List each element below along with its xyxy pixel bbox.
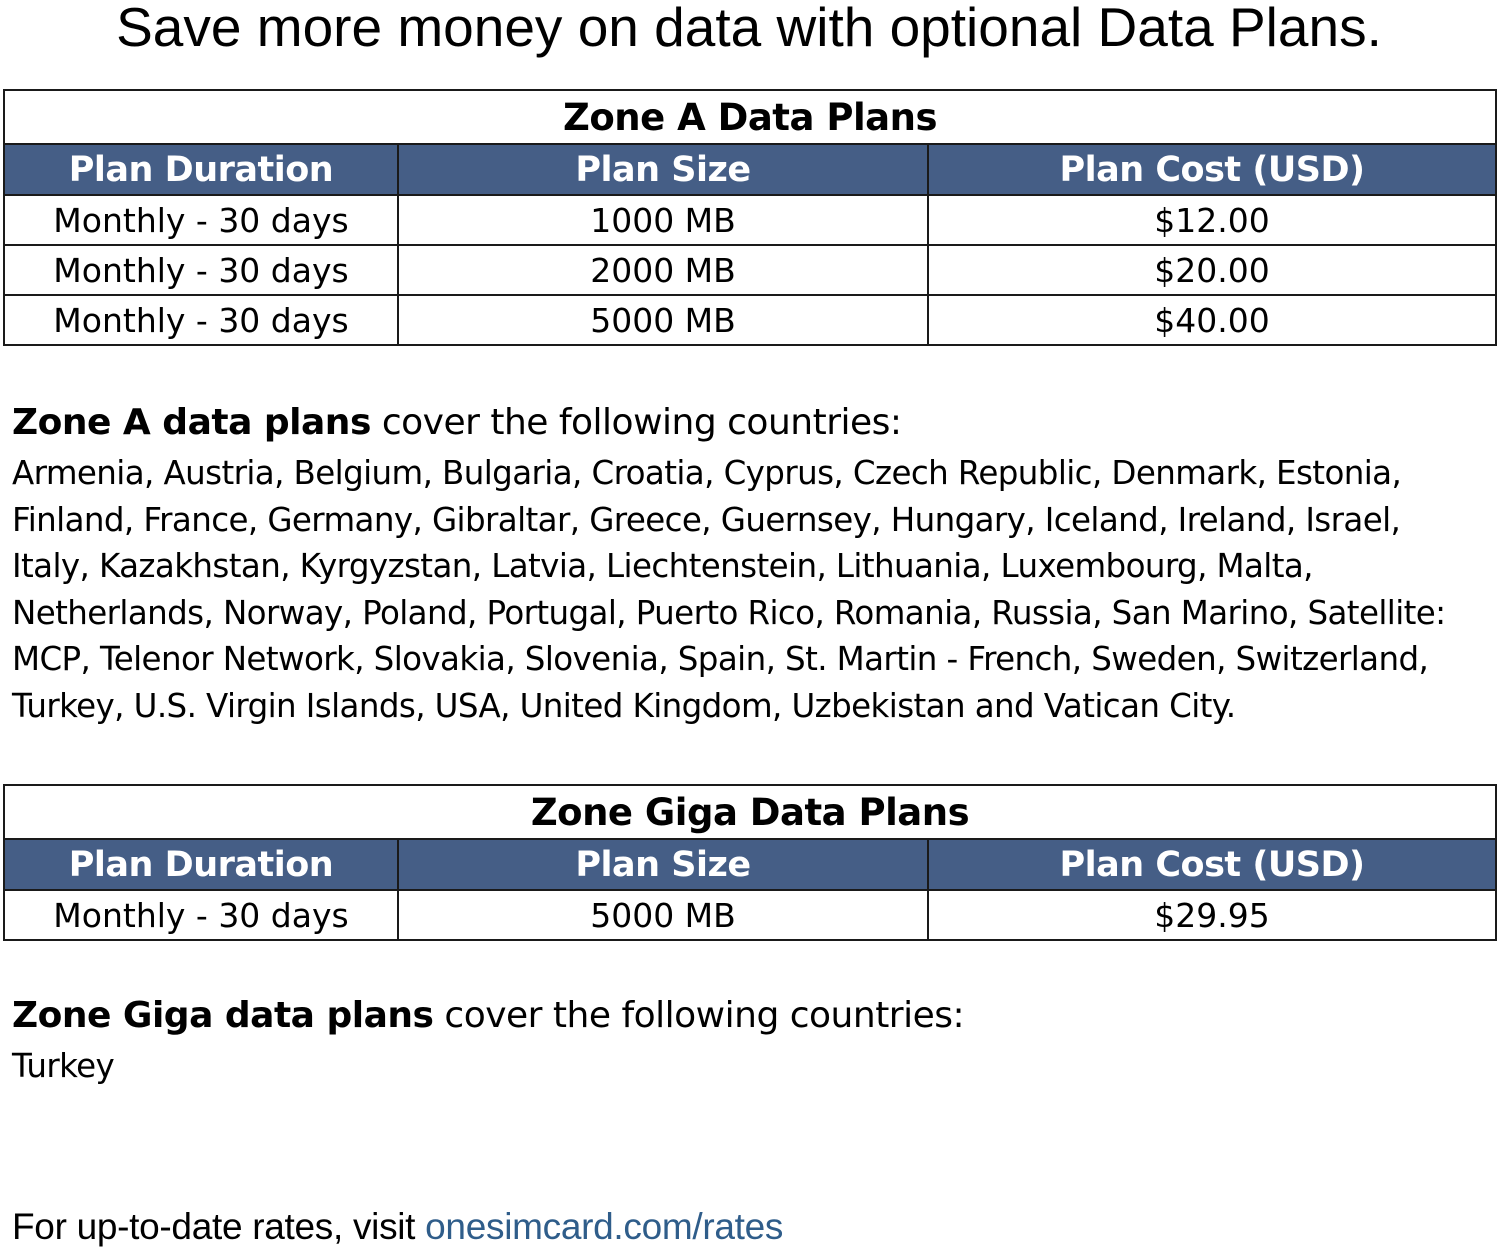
- footer-text: For up-to-date rates, visit: [12, 1206, 426, 1247]
- plan-size-cell: 1000 MB: [398, 195, 928, 245]
- zone-a-coverage: [12, 400, 1482, 730]
- coverage-zone-name: Zone A data plans: [12, 402, 371, 443]
- table-title: Zone A Data Plans: [4, 90, 1496, 144]
- table-title: Zone Giga Data Plans: [4, 785, 1496, 839]
- plan-size-cell: 2000 MB: [398, 245, 928, 295]
- table-row: [4, 245, 1496, 295]
- footer-note: [12, 1202, 783, 1252]
- column-header-plan-duration: Plan Duration: [4, 144, 398, 195]
- plan-duration-cell: Monthly - 30 days: [4, 890, 398, 940]
- coverage-heading-rest: cover the following countries:: [433, 995, 965, 1036]
- plan-cost-cell: $20.00: [928, 245, 1496, 295]
- zone-giga-plans-table: [3, 784, 1497, 941]
- column-header-plan-cost: Plan Cost (USD): [928, 839, 1496, 890]
- plan-size-cell: 5000 MB: [398, 295, 928, 345]
- plan-cost-cell: $40.00: [928, 295, 1496, 345]
- coverage-heading: [12, 993, 1482, 1039]
- plan-cost-cell: $29.95: [928, 890, 1496, 940]
- coverage-heading-rest: cover the following countries:: [370, 402, 902, 443]
- table-row: [4, 195, 1496, 245]
- column-header-plan-duration: Plan Duration: [4, 839, 398, 890]
- country-list: Turkey: [12, 1047, 115, 1085]
- coverage-heading: [12, 400, 1482, 446]
- coverage-zone-name: Zone Giga data plans: [12, 995, 434, 1036]
- column-header-plan-size: Plan Size: [398, 839, 928, 890]
- zone-giga-coverage: [12, 993, 1482, 1090]
- plan-duration-cell: Monthly - 30 days: [4, 245, 398, 295]
- table-row: [4, 890, 1496, 940]
- plan-size-cell: 5000 MB: [398, 890, 928, 940]
- column-header-plan-size: Plan Size: [398, 144, 928, 195]
- zone-a-plans-table: [3, 89, 1497, 346]
- country-list: Armenia, Austria, Belgium, Bulgaria, Croatia, Cyprus, Czech Republic, Denmark, Estonia, Finland, France, Germany, Gibraltar, Greece, Guernsey, Hungary, Iceland, Ireland, Israel, Italy, Kazakhstan, Kyrgyzstan, Latvia, Liechtenstein, Lithuania, Luxembourg, Malta, Netherlands, Norway, Poland, Portugal, Puerto Rico, Romania, Russia, San Marino, Satellite: MCP, Telenor Network, Slovakia, Slovenia, Spain, St. Martin - French, Sweden, Switzerland, Turkey, U.S. Virgin Islands, USA, United Kingdom, Uzbekistan and Vatican City.: [12, 454, 1446, 725]
- table-row: [4, 295, 1496, 345]
- plan-duration-cell: Monthly - 30 days: [4, 295, 398, 345]
- column-header-plan-cost: Plan Cost (USD): [928, 144, 1496, 195]
- rates-link[interactable]: onesimcard.com/rates: [425, 1206, 784, 1247]
- plan-duration-cell: Monthly - 30 days: [4, 195, 398, 245]
- page-headline: Save more money on data with optional Data Plans.: [116, 0, 1382, 58]
- plan-cost-cell: $12.00: [928, 195, 1496, 245]
